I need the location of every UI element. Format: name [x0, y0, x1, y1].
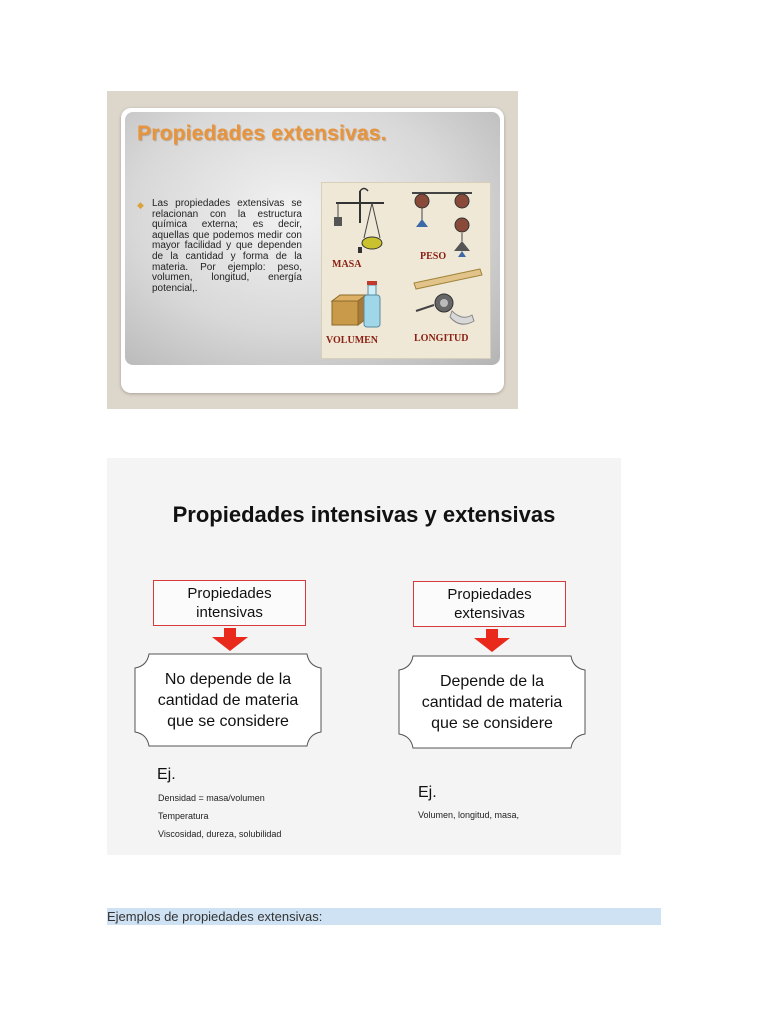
length-tools-icon [414, 269, 482, 324]
slide-card [121, 108, 504, 393]
label-longitud: LONGITUD [414, 333, 469, 344]
measurement-illustration [321, 182, 491, 359]
slide-extensive-properties [107, 91, 518, 409]
label-volumen: VOLUMEN [326, 335, 379, 346]
slide-panel [125, 112, 500, 365]
slide-intensive-vs-extensive [107, 458, 621, 855]
extensive-header-box: Propiedades extensivas [413, 581, 566, 627]
intensive-example-1: Densidad = masa/volumen [158, 793, 265, 803]
label-peso: PESO [420, 251, 447, 262]
intensive-description-text: No depende de la cantidad de materia que se considere [157, 670, 299, 730]
intensive-ej-label: Ej. [157, 766, 176, 783]
slide2-title: Propiedades intensivas y extensivas [172, 502, 556, 527]
extensive-ej-label: Ej. [418, 784, 437, 801]
intensive-example-3: Viscosidad, dureza, solubilidad [158, 829, 282, 839]
label-masa: MASA [332, 259, 362, 270]
balance-scale-icon [334, 189, 384, 254]
caption-highlight [107, 908, 661, 925]
measurement-icons [322, 183, 490, 358]
caption-text: Ejemplos de propiedades extensivas: [107, 909, 323, 924]
extensive-description-text: Depende de la cantidad de materia que se considere [421, 672, 563, 732]
extensive-arrow-icon [472, 629, 512, 653]
slide-bullet-text: Las propiedades extensivas se relacionan con la estructura química externa; es decir, aquellas que podemos medir con mayor facilidad y que dependen de la cantidad y forma de la materia. Por ejemplo: peso, volumen, longitud, energía potencial,. [152, 198, 302, 294]
intensive-arrow-icon [210, 628, 250, 652]
intensive-example-2: Temperatura [158, 811, 209, 821]
slide-title: Propiedades extensivas. [137, 122, 387, 145]
pulley-weights-icon [412, 193, 472, 257]
extensive-description-box [397, 654, 587, 750]
volume-objects-icon [332, 281, 380, 327]
intensive-description-box [133, 652, 323, 748]
bullet-icon: ◆ [137, 200, 144, 210]
intensive-header-box: Propiedades intensivas [153, 580, 306, 626]
extensive-example-1: Volumen, longitud, masa, [418, 810, 520, 820]
